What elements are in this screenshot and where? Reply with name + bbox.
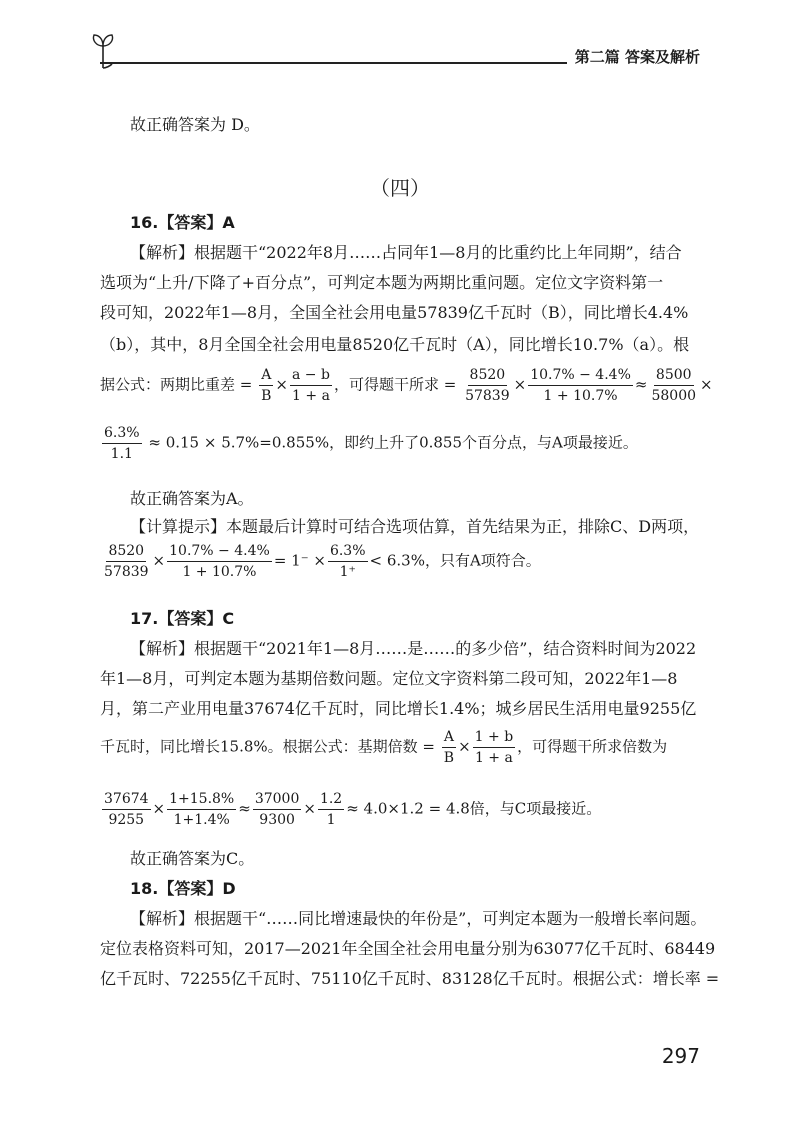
fraction-1-2: $\frac{1.2}{1}$ [319,791,343,828]
q16-analysis-line-1: 【解析】根据题干“2022年8月……占同年1—8月的比重约比上年同期”，结合 [130,243,682,262]
q17-conclusion: 故正确答案为C。 [130,849,255,868]
q16-answer: 16.【答案】A [130,213,235,232]
sprout-icon [90,30,116,70]
fraction-a-minus-b: $\frac{a - b}{1 + a}$ [292,367,330,404]
fraction-8500: $\frac{8500}{58000}$ [651,367,697,404]
fraction-6-3: $\frac{6.3\%}{1.1}$ [104,425,140,462]
conclusion-15: 故正确答案为 D。 [130,115,260,134]
q16-formula-mid: ，可得题干所求 = [333,375,457,394]
q18-analysis-line-1: 【解析】根据题干“……同比增速最快的年份是”，可判定本题为一般增长率问题。 [130,909,707,928]
q17-formula-suffix: ，可得题干所求倍数为 [517,737,668,756]
q16-tip: 【计算提示】本题最后计算时可结合选项估算，首先结果为正，排除C、D两项， [130,517,700,536]
q17-formula-result: ≈ 4.0×1.2 = 4.8倍，与C项最接近。 [346,799,602,818]
q16-formula-prefix: 据公式：两期比重差 = [100,375,253,394]
page-number: 297 [661,1044,700,1068]
q18-analysis-line-3: 亿千瓦时、72255亿千瓦时、75110亿千瓦时、83128亿千瓦时。根据公式：增长率 = [100,969,720,988]
tip-mid: = 1⁻ × [273,551,326,570]
q17-formula-line-2: $\frac{37674}{9255}$ × $\frac{1+15.8\%}{1+1.4\%}$ ≈ $\frac{37000}{9300}$ × $\frac{1.2}{1}$ ≈ 4.0×1.2 = 4.8倍，与C项最接近。 [104,791,602,828]
q16-formula-result: ≈ 0.15 × 5.7%=0.855%，即约上升了0.855个百分点，与A项最接近。 [148,433,638,452]
tip-fraction-8520: $\frac{8520}{57839}$ [104,543,149,580]
q18-analysis-line-2: 定位表格资料可知，2017—2021年全国全社会用电量分别为63077亿千瓦时、68449 [100,939,716,958]
q17-analysis-line-3: 月，第二产业用电量37674亿千瓦时，同比增长1.4%；城乡居民生活用电量9255亿 [100,699,697,718]
fraction-rate: $\frac{10.7\% - 4.4\%}{1 + 10.7\%}$ [530,367,631,404]
q16-tip-formula: $\frac{8520}{57839}$ × $\frac{10.7\% - 4.4\%}{1 + 10.7\%}$ = 1⁻ × $\frac{6.3\%}{1^+}$ < 6.3%，只有A项符合。 [104,543,541,580]
q16-analysis-line-3: 段可知，2022年1—8月，全国全社会用电量57839亿千瓦时（B），同比增长4.4% [100,303,689,322]
q17-analysis-line-2: 年1—8月，可判定本题为基期倍数问题。定位文字资料第二段可知，2022年1—8 [100,669,678,688]
tip-fraction-rate: $\frac{10.7\% - 4.4\%}{1 + 10.7\%}$ [169,543,270,580]
q17-formula-prefix: 千瓦时，同比增长15.8%。根据公式：基期倍数 = [100,737,435,756]
fraction-a-over-b-2: $\frac{A}{B}$ [443,729,455,766]
tip-suffix: < 6.3%，只有A项符合。 [369,551,541,570]
q16-formula-line-1: 据公式：两期比重差 = $\frac{A}{B}$ × $\frac{a - b}{1 + a}$ ，可得题干所求 = $\frac{8520}{57839}$ × $\frac{10.7\% - 4.4\%}{1 + 10.7\%}$ ≈ $\frac{8500}{58000}$ × [100,367,713,404]
q16-formula-line-2 [100,424,700,463]
tip-fraction-6-3: $\frac{6.3\%}{1^+}$ [329,543,366,580]
fraction-1b-1a: $\frac{1 + b}{1 + a}$ [474,729,514,766]
q16-analysis-line-4: （b），其中，8月全国全社会用电量8520亿千瓦时（A），同比增长10.7%（a）。根 [100,335,690,354]
fraction-rate-2: $\frac{1+15.8\%}{1+1.4\%}$ [169,791,235,828]
section-title: （四） [370,176,430,200]
fraction-37000: $\frac{37000}{9300}$ [254,791,300,828]
fraction-37674: $\frac{37674}{9255}$ [104,791,149,828]
fraction-a-over-b: $\frac{A}{B}$ [261,367,272,404]
header-title: 第二篇 答案及解析 [567,46,700,67]
q17-analysis-line-1: 【解析】根据题干“2021年1—8月……是……的多少倍”，结合资料时间为2022 [130,639,697,658]
fraction-8520: $\frac{8520}{57839}$ [465,367,510,404]
q17-formula-line-1: 千瓦时，同比增长15.8%。根据公式：基期倍数 = $\frac{A}{B}$ × $\frac{1 + b}{1 + a}$ ，可得题干所求倍数为 [100,729,668,766]
q18-answer: 18.【答案】D [130,879,236,898]
q16-conclusion: 故正确答案为A。 [130,489,254,508]
q17-answer: 17.【答案】C [130,609,235,628]
q16-analysis-line-2: 选项为“上升/下降了+百分点”，可判定本题为两期比重问题。定位文字资料第一 [100,273,664,292]
